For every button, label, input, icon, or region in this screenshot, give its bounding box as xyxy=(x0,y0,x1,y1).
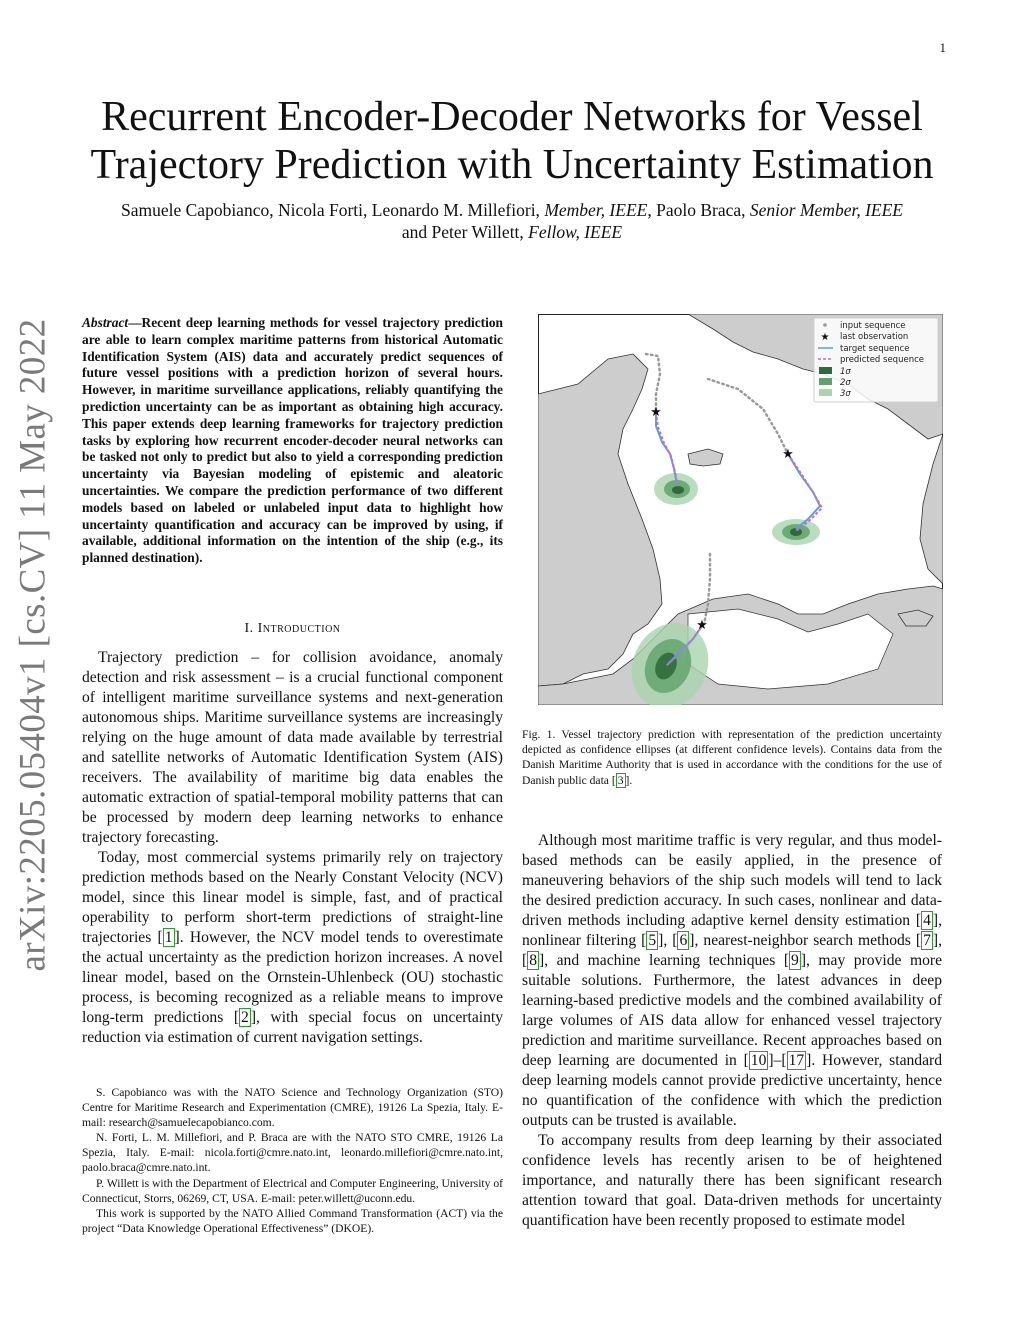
paragraph-text: , xyxy=(938,932,943,949)
caption-text: Fig. 1. Vessel trajectory prediction with representation of the prediction uncertainty depicted as confidence ellipses (at different confidence levels). Contains data from the Danish Maritime Authority that is used in accordance with the conditions for the use of Danish public data xyxy=(522,728,942,787)
legend-1sigma-label: 1σ xyxy=(840,367,851,377)
ellipse-1sigma xyxy=(672,486,684,494)
footnote-2: N. Forti, L. M. Millefiori, and P. Braca are with the NATO STO CMRE, 19126 La Spezia, Italy. E-mail: nicola.forti@cmre.nato.int, leonardo.millefiori@cmre.nato.int, paolo.braca@cmre.nato.int. xyxy=(82,1131,503,1174)
abstract xyxy=(82,315,503,567)
paragraph-text: , may provide more suitable solutions. Furthermore, the latest advances in deep learning-based predictive models and the combined availability of large volumes of AIS data allow for enhanced vessel trajectory prediction and maritime surveillance. Recent approaches based on deep learning are documented in xyxy=(522,952,942,1069)
footnote-1: S. Capobianco was with the NATO Science and Technology Organization (STO) Centre for Maritime Research and Experimentation (CMRE), 19126 La Spezia, Italy. E-mail: research@samuelecapobianco.com. xyxy=(82,1086,503,1129)
figure-legend xyxy=(814,318,938,402)
citation-link[interactable]: 3 xyxy=(617,773,624,787)
citation-link[interactable]: 8 xyxy=(529,952,537,969)
caption-end: . xyxy=(629,773,633,787)
legend-input-marker xyxy=(823,323,827,327)
right-paragraph-1: Although most maritime traffic is very regular, and thus model-based methods can be easily applied, in the presence of maneuvering behaviors of the ship such models will tend to lack the desired prediction accuracy. In such cases, nonlinear and data-driven methods including adaptive kernel density estimation [ 4 ], nonlinear filtering [ 5 ], [ 6 ], nearest-neighbor search methods [ 7 ], [ 8 ], and machine learning techniques [ 9 ], may provide more suitable solutions. Furthermore, the latest advances in deep learning-based predictive models and the combined availability of large volumes of AIS data allow for enhanced vessel trajectory prediction and maritime surveillance. Recent approaches based on deep learning are documented in [ 10 ]–[ 17 ]. However, standard deep learning models cannot provide predictive uncertainty, hence no quantification of the confidence with which the prediction outputs can be trusted is available. xyxy=(522,832,943,1129)
legend-star-marker: ★ xyxy=(820,332,830,343)
last-observation-marker: ★ xyxy=(696,618,708,633)
paragraph-text: . However, the NCV model tends to overestimate the actual uncertainty as the prediction horizon increases. A novel linear model, based on the Ornstein-Uhlenbeck (OU) stochastic process, is becoming recognized as a reliable means to improve long-term predictions xyxy=(82,929,503,1026)
arxiv-identifier[interactable] xyxy=(4,318,62,972)
figure-1 xyxy=(538,314,943,705)
author-names-2: Paolo Braca, xyxy=(651,200,750,220)
citation-link[interactable]: 17 xyxy=(788,1052,805,1069)
paragraph-text: , and machine learning techniques xyxy=(544,952,784,969)
trajectory-map xyxy=(538,314,943,705)
paragraph-text: , with special focus on uncertainty reduction via estimation of current navigation settings. xyxy=(82,1009,504,1046)
citation-link[interactable]: 9 xyxy=(791,952,799,969)
footnotes xyxy=(82,1086,503,1238)
author-names-3: and Peter Willett, xyxy=(401,222,529,242)
author-names-1: Samuele Capobianco, Nicola Forti, Leonardo M. Millefiori, xyxy=(121,200,545,220)
paragraph-text: Today, most commercial systems primarily rely on trajectory prediction methods based on the Nearly Constant Velocity (NCV) model, since this linear model is simple, fast, and of practical operability to perform short-term predictions of straight-line trajectories xyxy=(82,849,503,946)
legend-2sigma-label: 2σ xyxy=(840,378,851,388)
section-number: I. xyxy=(244,621,258,636)
citation-link[interactable]: 6 xyxy=(679,932,688,949)
section-title: Introduction xyxy=(257,621,341,636)
legend-2sigma-swatch xyxy=(819,378,832,385)
section-heading xyxy=(82,621,503,637)
paragraph-text: , nearest-neighbor search methods xyxy=(694,932,916,949)
legend-predicted-label: predicted sequence xyxy=(840,355,924,365)
citation-link[interactable]: 2 xyxy=(241,1009,249,1026)
legend-1sigma-swatch xyxy=(819,367,832,374)
citation-link[interactable]: 1 xyxy=(164,929,173,946)
abstract-label: Abstract xyxy=(82,315,129,330)
left-column-body xyxy=(82,648,503,1048)
last-observation-marker: ★ xyxy=(782,447,794,462)
page-number: 1 xyxy=(939,40,946,55)
figure-caption: Fig. 1. Vessel trajectory prediction with representation of the prediction uncertainty depicted as confidence ellipses (at different confidence levels). Contains data from the Danish Maritime Authority that is used in accordance with the conditions for the use of Danish public data [ 3 ]. xyxy=(522,728,942,787)
legend-3sigma-label: 3σ xyxy=(840,389,851,399)
footnote-4: This work is supported by the NATO Allied Command Transformation (ACT) via the project “Data Knowledge Operational Effectiveness” (DKOE). xyxy=(82,1207,503,1236)
last-observation-marker: ★ xyxy=(650,405,662,420)
author-membership-2: Senior Member, IEEE xyxy=(749,200,903,220)
citation-link[interactable]: 7 xyxy=(923,932,931,949)
paragraph-text: – xyxy=(773,1052,782,1069)
citation-link[interactable]: 10 xyxy=(750,1052,767,1069)
legend-input-label: input sequence xyxy=(840,321,906,331)
arxiv-identifier-text: arXiv:2205.05404v1 [cs.CV] 11 May 2022 xyxy=(12,318,54,972)
intro-paragraph-1: Trajectory prediction – for collision avoidance, anomaly detection and risk assessment – is a crucial functional component of intelligent maritime surveillance systems and next-generation autonomous ships. Maritime surveillance systems are increasingly relying on the huge amount of data made available by terrestrial and satellite networks of Automatic Identification System (AIS) receivers. The availability of maritime big data enables the automatic extraction of spatial-temporal mobility patterns that can be processed by modern deep learning networks to enhance trajectory forecasting. xyxy=(82,649,503,846)
abstract-text: —Recent deep learning methods for vessel trajectory prediction are able to learn complex maritime patterns from historical Automatic Identification System (AIS) data and accurately predict sequences of future vessel positions with a prediction horizon of several hours. However, in maritime surveillance applications, reliably quantifying the prediction uncertainty can be as important as obtaining high accuracy. This paper extends deep learning frameworks for trajectory prediction tasks by exploring how recurrent encoder-decoder neural networks can be tasked not only to predict but also to yield a corresponding prediction uncertainty via Bayesian modeling of epistemic and aleatoric uncertainties. We compare the prediction performance of two different models based on labeled or unlabeled input data to highlight how uncertainty quantification and accuracy can be improved by using, if available, additional information on the intention of the ship (e.g., its planned destination). xyxy=(82,315,503,566)
ellipse-1sigma xyxy=(790,528,802,536)
paragraph-text: . However, standard deep learning models cannot provide predictive uncertainty, hence no quantification of the confidence with which the prediction outputs can be trusted is available. xyxy=(522,1052,942,1129)
intro-paragraph-2: Today, most commercial systems primarily rely on trajectory prediction methods based on the Nearly Constant Velocity (NCV) model, since this linear model is simple, fast, and of practical operability to perform short-term predictions of straight-line trajectories [ 1 ]. However, the NCV model tends to overestimate the actual uncertainty as the prediction horizon increases. A novel linear model, based on the Ornstein-Uhlenbeck (OU) stochastic process, is becoming recognized as a reliable means to improve long-term predictions [ 2 ], with special focus on uncertainty reduction via estimation of current navigation settings. xyxy=(82,849,504,1046)
citation-link[interactable]: 5 xyxy=(648,932,657,949)
citation-link[interactable]: 4 xyxy=(923,912,931,929)
paragraph-text: , xyxy=(663,932,673,949)
legend-last-label: last observation xyxy=(840,332,909,342)
author-membership-3: Fellow, IEEE xyxy=(528,222,623,242)
author-membership-1: Member, IEEE, xyxy=(544,200,652,220)
paragraph-text: Although most maritime traffic is very regular, and thus model-based methods can be easily applied, in the presence of maneuvering behaviors of the ship such models will tend to lack the desired prediction accuracy. In such cases, nonlinear and data-driven methods including adaptive kernel density estimation xyxy=(522,832,942,929)
author-list xyxy=(60,199,964,243)
legend-target-label: target sequence xyxy=(840,344,910,354)
right-column-body xyxy=(522,831,942,1231)
paragraph-text: , nonlinear filtering xyxy=(522,912,942,949)
right-paragraph-2: To accompany results from deep learning by their associated confidence levels has recently arisen to be of heightened importance, and naturally there has been significant research attention toward that goal. Data-driven methods for uncertainty quantification have been recently proposed to estimate model xyxy=(522,1132,942,1229)
legend-3sigma-swatch xyxy=(819,389,832,396)
paper-title: Recurrent Encoder-Decoder Networks for Vessel Trajectory Prediction with Uncertainty Estimation xyxy=(90,94,934,188)
footnote-3: P. Willett is with the Department of Electrical and Computer Engineering, University of Connecticut, Storrs, 06269, CT, USA. E-mail: peter.willett@uconn.edu. xyxy=(82,1176,503,1205)
